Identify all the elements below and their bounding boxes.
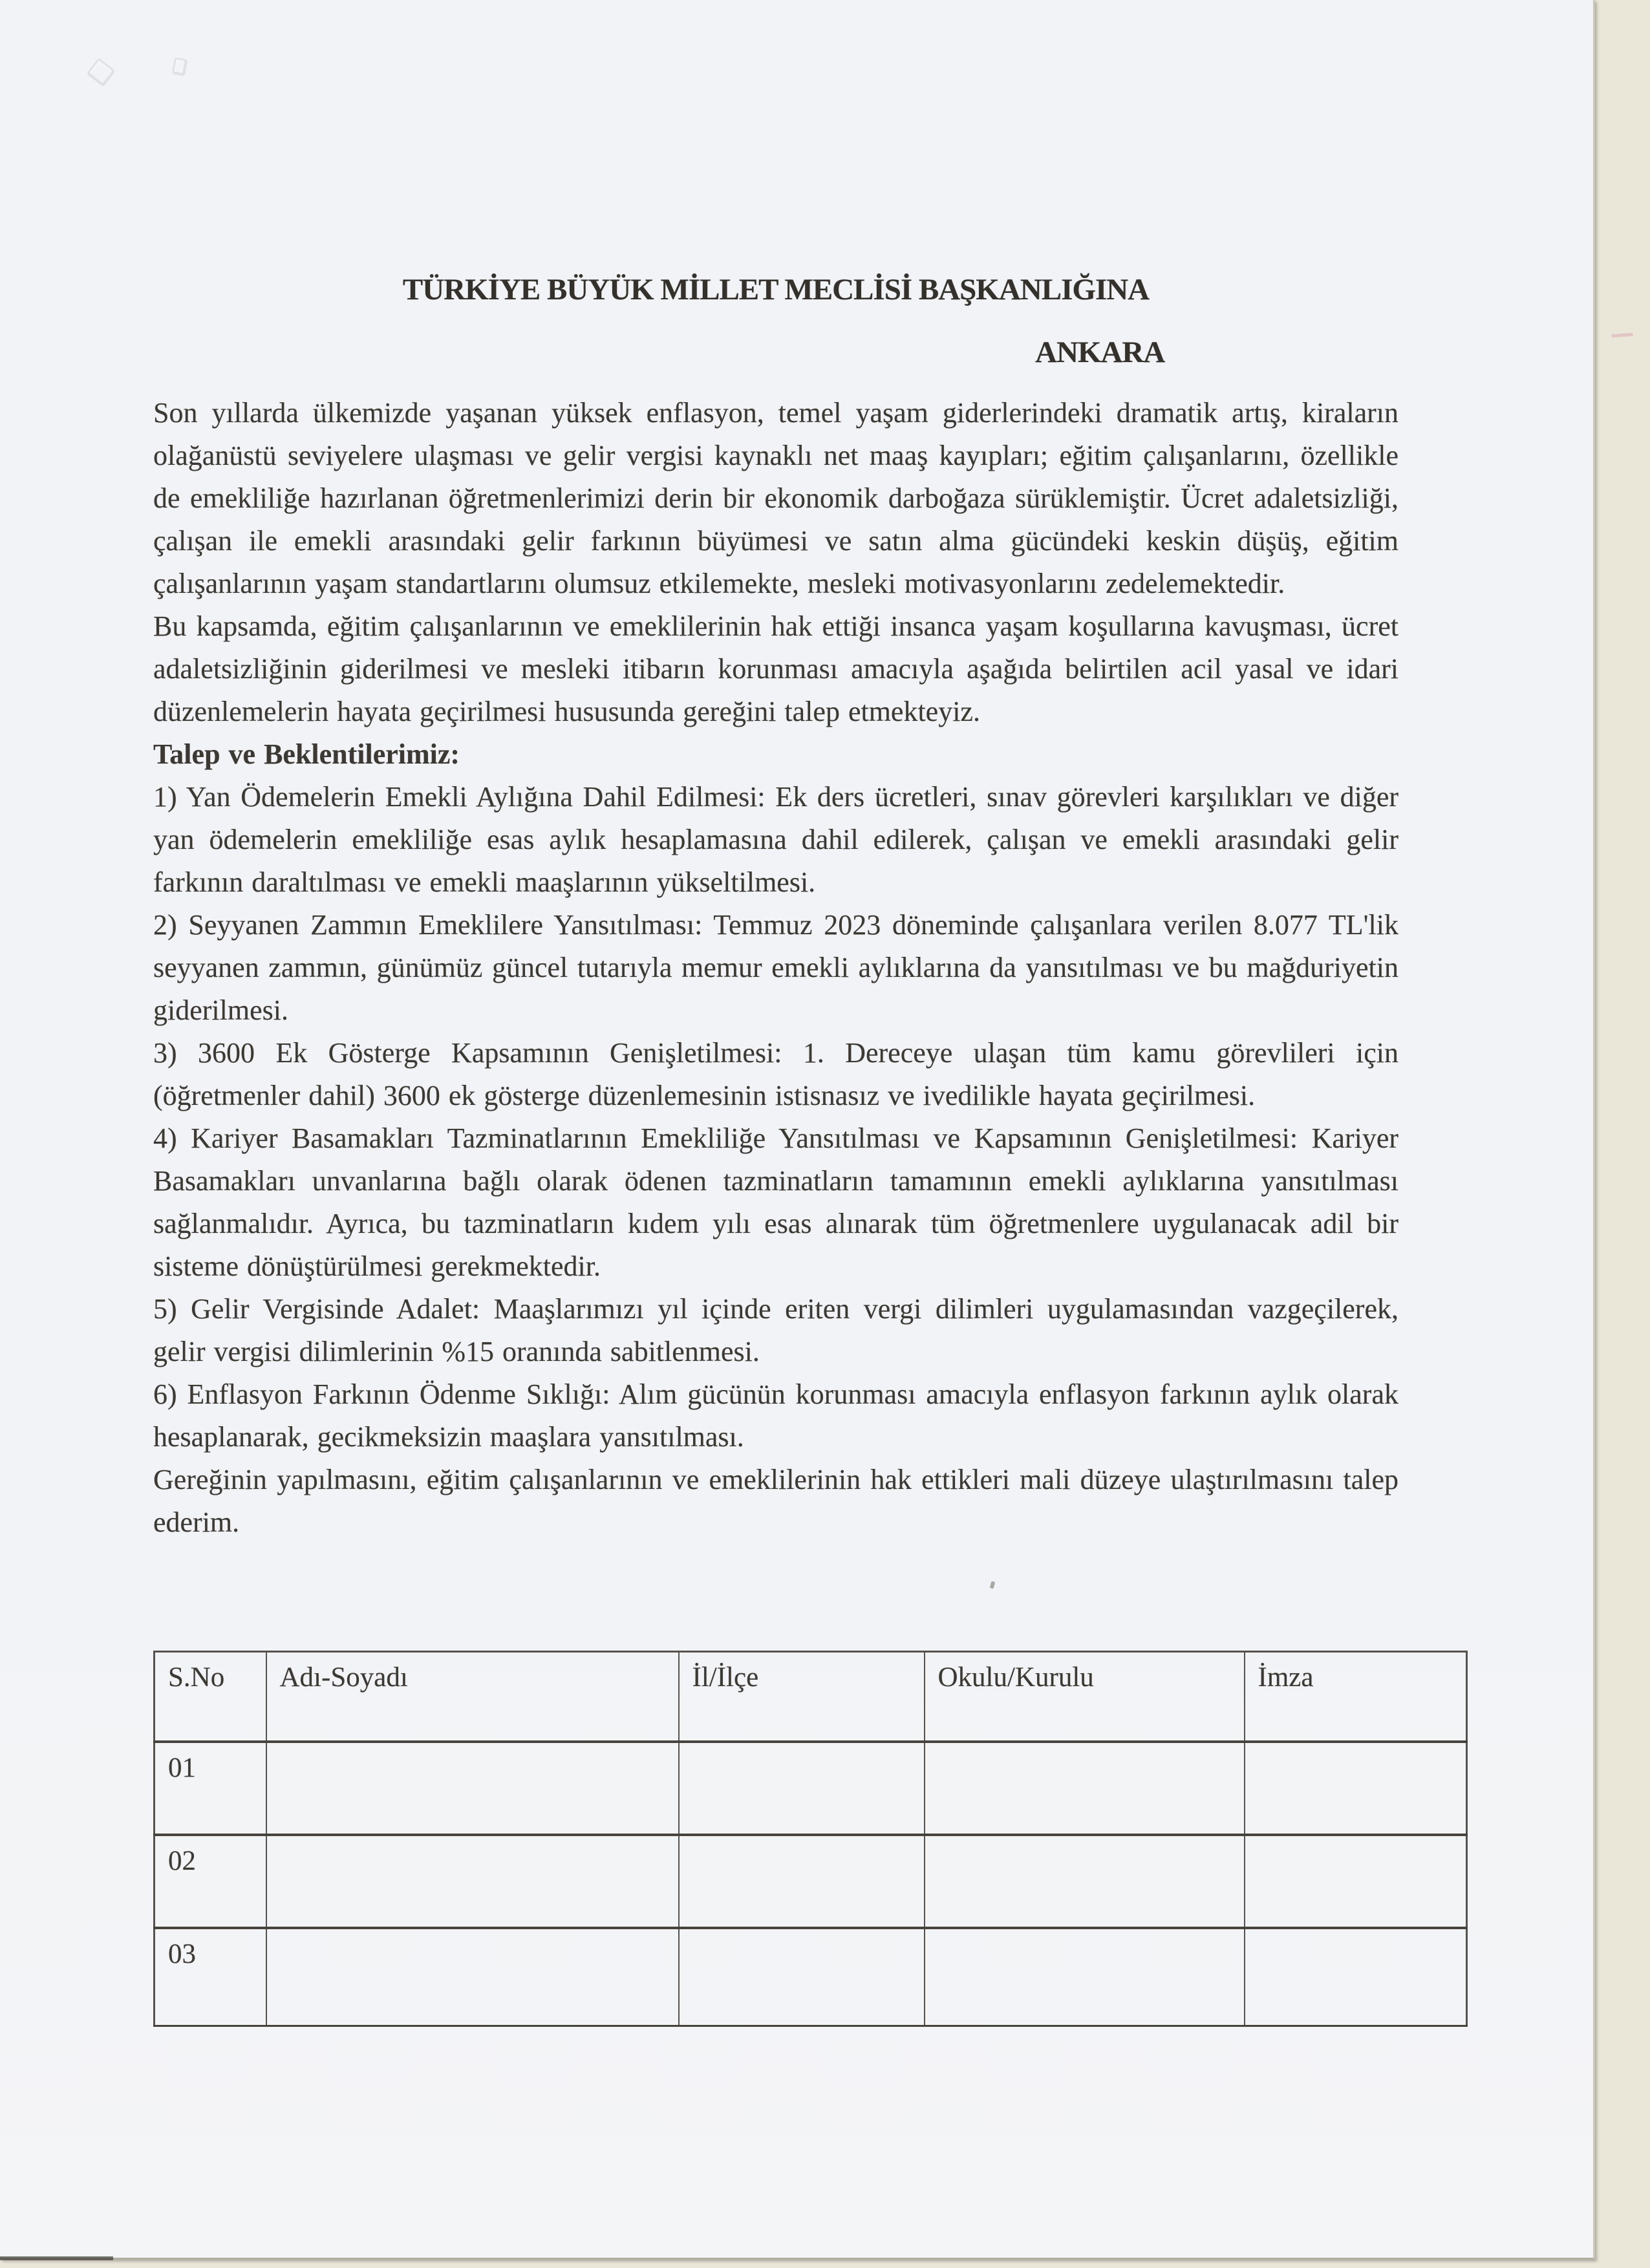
- paragraph-scope: Bu kapsamda, eğitim çalışanlarının ve emeklilerinin hak ettiği insanca yaşam koşullarına kavuşması, ücret adaletsizliğinin giderilmesi ve mesleki itibarın korunması amacıyla aşağıda belirtilen acil yasal ve idari düzenlemelerin hayata geçirilmesi hususunda gereğini talep etmekteyiz.: [153, 610, 1398, 727]
- col-header-okulu-kurulu: Okulu/Kurulu: [925, 1652, 1245, 1742]
- demand-item-4: 4) Kariyer Basamakları Tazminatlarının Emekliliğe Yansıtılması ve Kapsamının Genişletilmesi: Kariyer Basamakları unvanlarına bağlı olarak ödenen tazminatların tamamının emekli aylıklarına yansıtılması sağlanmalıdır. Ayrıca, bu tazminatların kıdem yılı esas alınarak tüm öğretmenlere uygulanacak adil bir sisteme dönüştürülmesi gerekmektedir.: [153, 1122, 1398, 1282]
- row-number: 02: [155, 1835, 266, 1928]
- row-number: 03: [155, 1928, 266, 2026]
- document-body: [153, 392, 1398, 1544]
- staple-mark-icon: [172, 58, 187, 76]
- col-header-imza: İmza: [1245, 1652, 1467, 1742]
- scan-edge-shadow: [0, 2256, 113, 2260]
- cell-okulu-kurulu: [925, 1835, 1245, 1928]
- cell-il-ilce: [679, 1835, 925, 1928]
- table-row: [155, 1928, 1467, 2026]
- cell-adi-soyadi: [266, 1835, 679, 1928]
- cell-adi-soyadi: [266, 1742, 679, 1835]
- paragraph-closing: Gereğinin yapılmasını, eğitim çalışanlarının ve emeklilerinin hak ettikleri mali düzeye ulaştırılmasını talep ederim.: [153, 1464, 1398, 1538]
- signature-table: [153, 1651, 1468, 2027]
- staple-mark-icon: [87, 58, 115, 85]
- table-row: [155, 1742, 1467, 1835]
- scan-speck: [990, 1581, 996, 1589]
- col-header-sno: S.No: [155, 1652, 266, 1742]
- scanner-smudge: [1611, 333, 1633, 337]
- col-header-il-ilce: İl/İlçe: [679, 1652, 925, 1742]
- document-subtitle: ANKARA: [1035, 336, 1165, 369]
- demand-item-5: 5) Gelir Vergisinde Adalet: Maaşlarımızı yıl içinde eriten vergi dilimleri uygulamasından vazgeçilerek, gelir vergisi dilimlerinin %15 oranında sabitlenmesi.: [153, 1293, 1398, 1367]
- cell-il-ilce: [679, 1742, 925, 1835]
- cell-imza: [1245, 1835, 1467, 1928]
- paragraph-intro: Son yıllarda ülkemizde yaşanan yüksek enflasyon, temel yaşam giderlerindeki dramatik artış, kiraların olağanüstü seviyelere ulaşması ve gelir vergisi kaynaklı net maaş kayıpları; eğitim çalışanlarını, özellikle de emekliliğe hazırlanan öğretmenlerimizi derin bir ekonomik darboğaza sürüklemiştir. Ücret adaletsizliği, çalışan ile emekli arasındaki gelir farkının büyümesi ve satın alma gücündeki keskin düşüş, eğitim çalışanlarının yaşam standartlarını olumsuz etkilemekte, mesleki motivasyonlarını zedelemektedir.: [153, 397, 1398, 599]
- cell-okulu-kurulu: [925, 1742, 1245, 1835]
- demands-heading: Talep ve Beklentilerimiz:: [153, 738, 460, 770]
- demand-item-3: 3) 3600 Ek Gösterge Kapsamının Genişletilmesi: 1. Dereceye ulaşan tüm kamu görevlileri için (öğretmenler dahil) 3600 ek gösterge düzenlemesinin istisnasız ve ivedilikle hayata geçirilmesi.: [153, 1037, 1398, 1111]
- cell-okulu-kurulu: [925, 1928, 1245, 2026]
- table-header-row: [155, 1652, 1467, 1742]
- demand-item-6: 6) Enflasyon Farkının Ödenme Sıklığı: Alım gücünün korunması amacıyla enflasyon farkının aylık olarak hesaplanarak, gecikmeksizin maaşlara yansıtılması.: [153, 1378, 1398, 1453]
- row-number: 01: [155, 1742, 266, 1835]
- cell-adi-soyadi: [266, 1928, 679, 2026]
- demand-item-1: 1) Yan Ödemelerin Emekli Aylığına Dahil Edilmesi: Ek ders ücretleri, sınav görevleri karşılıkları ve diğer yan ödemelerin emekliliğe esas aylık hesaplamasına dahil edilerek, çalışan ve emekli arasındaki gelir farkının daraltılması ve emekli maaşlarının yükseltilmesi.: [153, 781, 1398, 898]
- cell-il-ilce: [679, 1928, 925, 2026]
- cell-imza: [1245, 1928, 1467, 2026]
- table-row: [155, 1835, 1467, 1928]
- cell-imza: [1245, 1742, 1467, 1835]
- document-title: TÜRKİYE BÜYÜK MİLLET MECLİSİ BAŞKANLIĞINA: [402, 273, 1150, 306]
- demand-item-2: 2) Seyyanen Zammın Emeklilere Yansıtılması: Temmuz 2023 döneminde çalışanlara verilen 8.077 TL'lik seyyanen zammın, günümüz güncel tutarıyla memur emekli aylıklarına da yansıtılması ve bu mağduriyetin giderilmesi.: [153, 909, 1398, 1026]
- col-header-adi-soyadi: Adı-Soyadı: [266, 1652, 679, 1742]
